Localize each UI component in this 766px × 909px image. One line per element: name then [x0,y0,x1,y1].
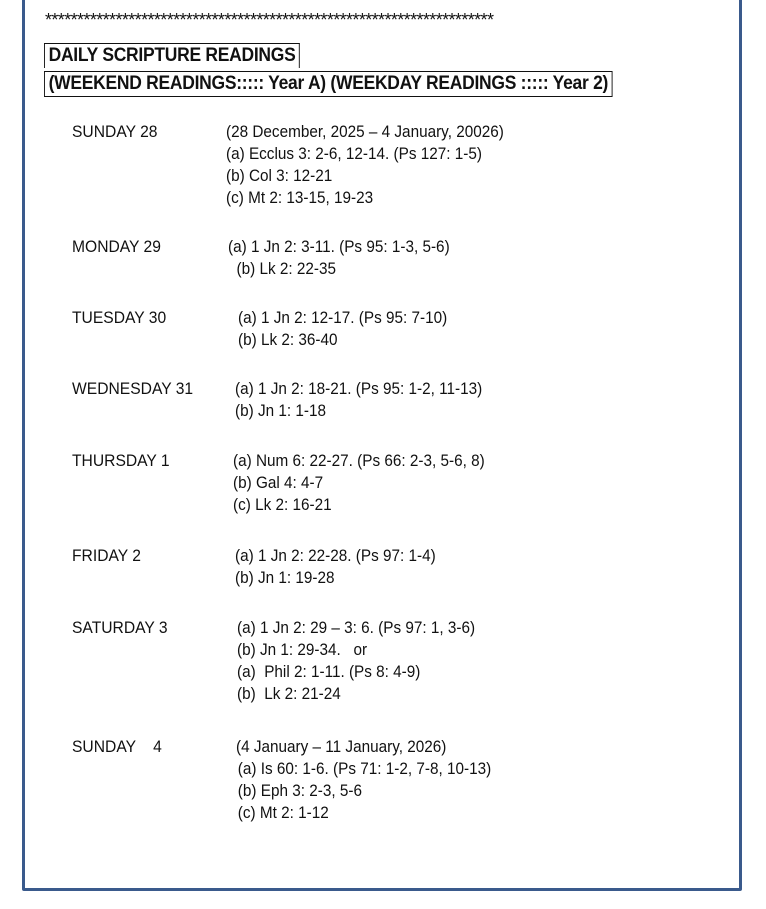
reading-line: (b) Jn 1: 1-18 [235,401,326,420]
reading-line: (b) Lk 2: 22-35 [228,259,337,278]
reading-lines [235,545,458,589]
reading-line: (b) Gal 4: 4-7 [233,473,324,492]
readings-subtitle: (WEEKEND READINGS::::: Year A) (WEEKDAY READINGS ::::: Year 2) [44,71,613,97]
reading-line: (b) Jn 1: 19-28 [235,568,335,587]
reading-line: (b) Lk 2: 21-24 [237,684,341,703]
asterisk-divider: ********************************************************************** [45,10,494,30]
reading-line: (28 December, 2025 – 4 January, 20026) [226,122,504,141]
reading-line: (c) Lk 2: 16-21 [233,495,332,514]
day-label: TUESDAY 30 [72,308,167,327]
day-label: MONDAY 29 [72,237,161,256]
reading-lines [228,236,474,280]
reading-line: (4 January – 11 January, 2026) [236,737,447,756]
reading-line: (a) Ecclus 3: 2-6, 12-14. (Ps 127: 1-5) [226,144,482,163]
reading-line: (c) Mt 2: 13-15, 19-23 [226,188,374,207]
reading-line: (a) Is 60: 1-6. (Ps 71: 1-2, 7-8, 10-13) [237,759,492,778]
reading-line: (a) 1 Jn 2: 12-17. (Ps 95: 7-10) [238,308,448,327]
day-label: WEDNESDAY 31 [72,379,194,398]
reading-line: (b) Eph 3: 2-3, 5-6 [237,781,362,800]
day-label: FRIDAY 2 [72,546,141,565]
reading-lines [226,121,535,209]
reading-line: (a) Num 6: 22-27. (Ps 66: 2-3, 5-6, 8) [233,451,485,470]
reading-line: (a) 1 Jn 2: 29 – 3: 6. (Ps 97: 1, 3-6) [237,618,476,637]
day-label: SUNDAY 4 [72,737,162,756]
reading-line: (b) Lk 2: 36-40 [238,330,338,349]
reading-lines [238,307,470,351]
reading-line: (c) Mt 2: 1-12 [237,803,329,822]
reading-line: (a) 1 Jn 2: 3-11. (Ps 95: 1-3, 5-6) [228,237,450,256]
readings-title: DAILY SCRIPTURE READINGS [44,43,300,68]
reading-lines [233,450,513,516]
day-label: SUNDAY 28 [72,122,158,141]
reading-line: (a) 1 Jn 2: 22-28. (Ps 97: 1-4) [235,546,436,565]
reading-lines [236,736,520,824]
reading-line: (b) Jn 1: 29-34. or [237,640,368,659]
reading-line: (b) Col 3: 12-21 [226,166,333,185]
day-label: THURSDAY 1 [72,451,170,470]
reading-line: (a) 1 Jn 2: 18-21. (Ps 95: 1-2, 11-13) [235,379,483,398]
reading-lines [235,378,510,422]
reading-lines [237,617,502,705]
day-label: SATURDAY 3 [72,618,168,637]
reading-line: (a) Phil 2: 1-11. (Ps 8: 4-9) [237,662,421,681]
